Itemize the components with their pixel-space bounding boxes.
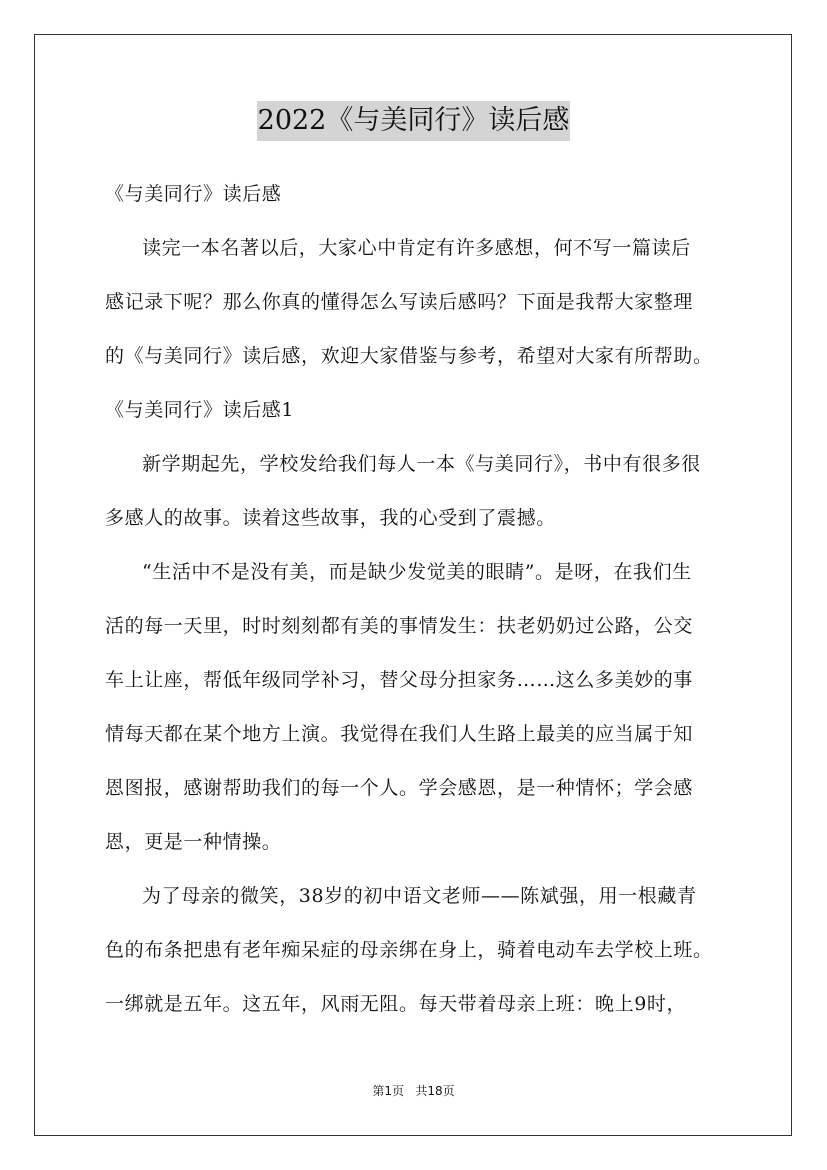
paragraph-line: 为了母亲的微笑，38岁的初中语文老师——陈斌强，用一根藏青 — [142, 885, 697, 907]
paragraph-line: 色的布条把患有老年痴呆症的母亲绑在身上，骑着电动车去学校上班。 — [105, 939, 713, 961]
paragraph-line: 感记录下呢？那么你真的懂得怎么写读后感吗？下面是我帮大家整理 — [105, 291, 694, 313]
paragraph-line: 的《与美同行》读后感，欢迎大家借鉴与参考，希望对大家有所帮助。 — [105, 345, 713, 367]
total-pages: 共18页 — [415, 1084, 455, 1098]
paragraph-line: 新学期起先，学校发给我们每人一本《与美同行》，书中有很多很 — [142, 453, 701, 475]
paragraph-line: 情每天都在某个地方上演。我觉得在我们人生路上最美的应当属于知 — [105, 723, 694, 745]
section-heading: 《与美同行》读后感1 — [105, 399, 295, 421]
page-footer — [0, 1082, 827, 1099]
paragraph-line: 活的每一天里，时时刻刻都有美的事情发生：扶老奶奶过公路，公交 — [105, 615, 694, 637]
paragraph-line: 读完一本名著以后，大家心中肯定有许多感想，何不写一篇读后 — [142, 237, 691, 259]
paragraph-line: 恩图报，感谢帮助我们的每一个人。学会感恩，是一种情怀；学会感 — [105, 777, 694, 799]
page-number: 第1页 — [372, 1084, 404, 1098]
paragraph-line: 车上让座，帮低年级同学补习，替父母分担家务……这么多美妙的事 — [105, 669, 694, 691]
document-title: 2022《与美同行》读后感 — [257, 101, 571, 141]
paragraph-line: 多感人的故事。读着这些故事，我的心受到了震撼。 — [105, 507, 556, 529]
paragraph-line: 恩，更是一种情操。 — [105, 831, 282, 853]
paragraph-line: 一绑就是五年。这五年，风雨无阻。每天带着母亲上班：晚上9时， — [105, 993, 687, 1015]
paragraph-line: “生活中不是没有美，而是缺少发觉美的眼睛”。是呀，在我们生 — [142, 561, 692, 583]
title-wrap — [0, 101, 827, 141]
subtitle-line: 《与美同行》读后感 — [105, 183, 282, 205]
